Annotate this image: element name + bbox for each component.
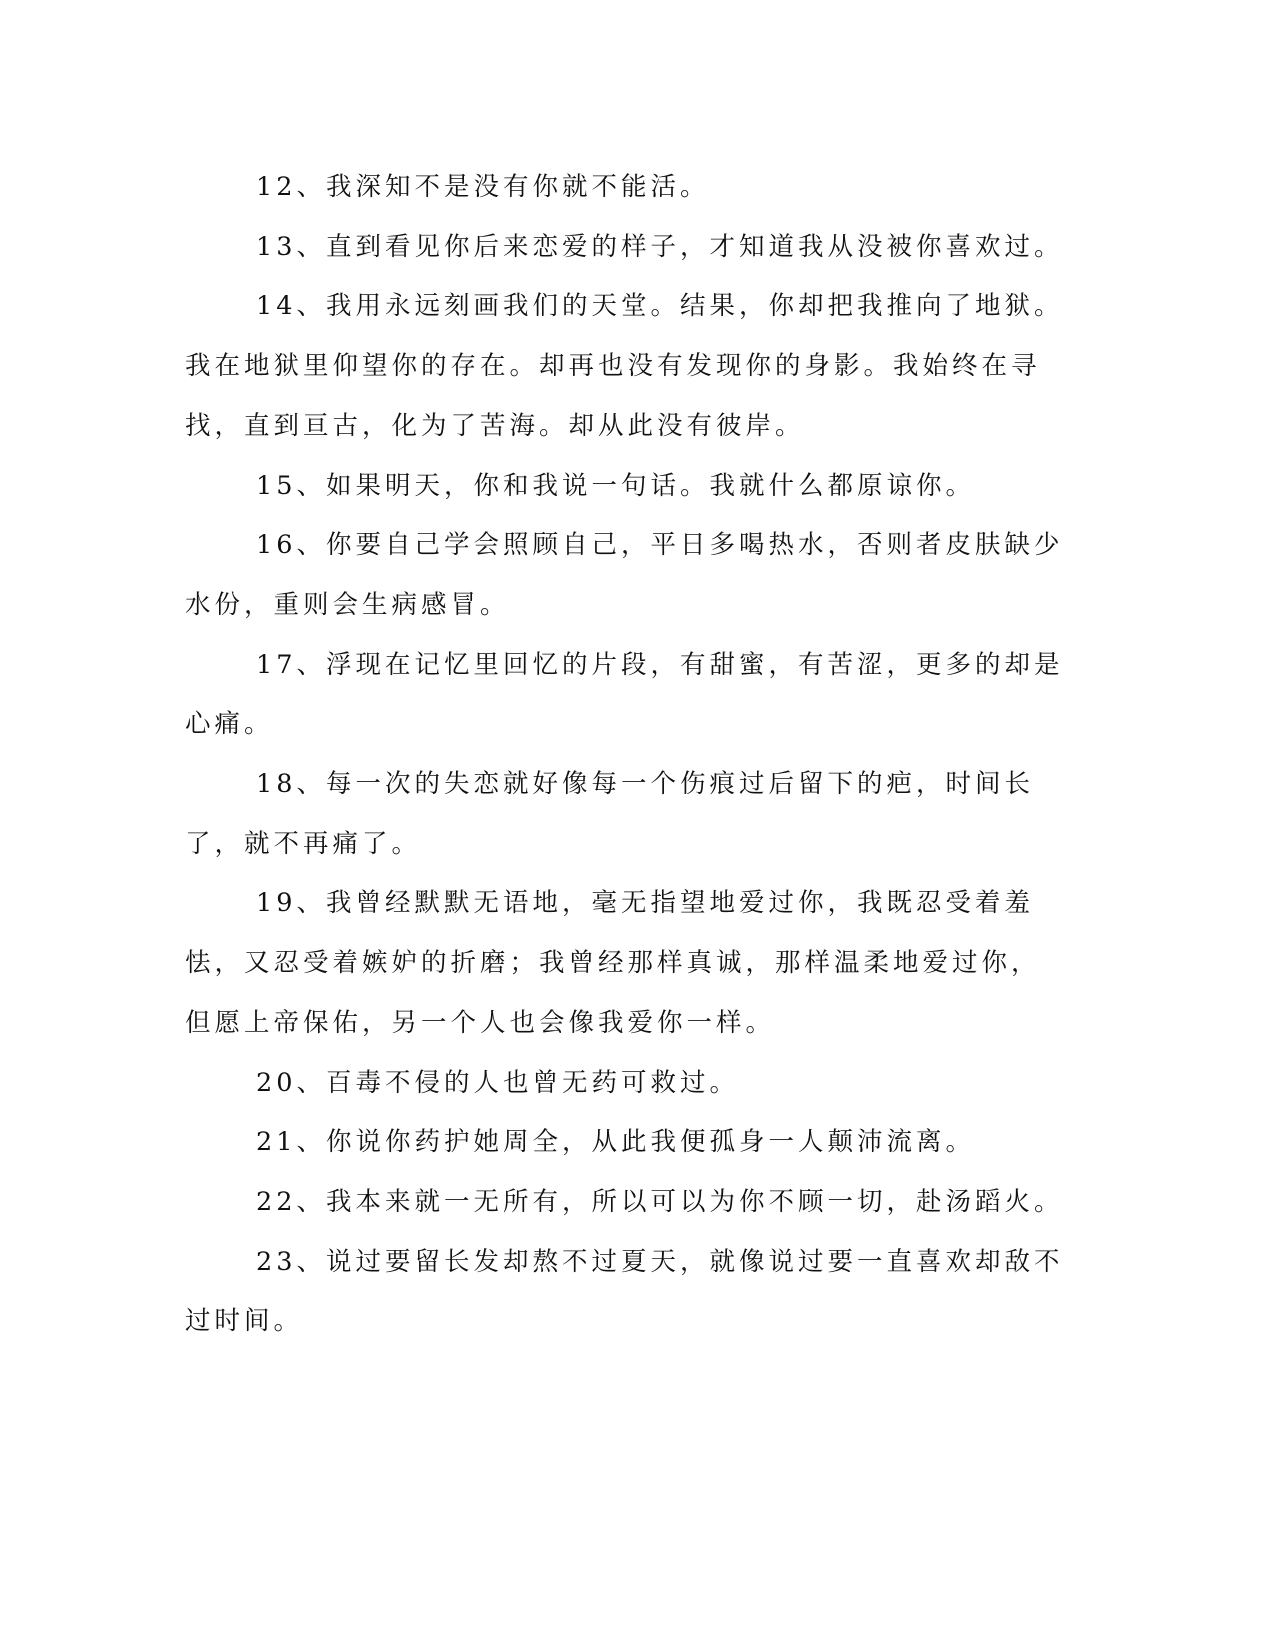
paragraph-13: 13、直到看见你后来恋爱的样子，才知道我从没被你喜欢过。 xyxy=(256,231,1064,262)
paragraph-23: 23、说过要留长发却熬不过夏天，就像说过要一直喜欢却敌不过时间。 xyxy=(185,1246,1064,1337)
paragraph-21: 21、你说你药护她周全，从此我便孤身一人颠沛流离。 xyxy=(256,1127,975,1158)
paragraph-18: 18、每一次的失恋就好像每一个伤痕过后留下的疤，时间长了，就不再痛了。 xyxy=(185,769,1034,859)
paragraph-19: 19、我曾经默默无语地，毫无指望地爱过你，我既忍受着羞怯，又忍受着嫉妒的折磨；我曾经那样真诚，那样温柔地爱过你，但愿上帝保佑，另一个人也会像我爱你一样。 xyxy=(185,888,1041,1038)
document-body xyxy=(185,158,1065,1352)
paragraph-12: 12、我深知不是没有你就不能活。 xyxy=(256,172,710,202)
paragraph-15: 15、如果明天，你和我说一句话。我就什么都原谅你。 xyxy=(256,470,975,501)
paragraph-22: 22、我本来就一无所有，所以可以为你不顾一切，赴汤蹈火。 xyxy=(256,1186,1064,1217)
paragraph-20: 20、百毒不侵的人也曾无药可救过。 xyxy=(256,1067,739,1098)
paragraph-17: 17、浮现在记忆里回忆的片段，有甜蜜，有苦涩，更多的却是心痛。 xyxy=(185,649,1064,740)
paragraph-14: 14、我用永远刻画我们的天堂。结果，你却把我推向了地狱。我在地狱里仰望你的存在。却再也没有发现你的身影。我始终在寻找，直到亘古，化为了苦海。却从此没有彼岸。 xyxy=(185,291,1064,441)
paragraph-16: 16、你要自己学会照顾自己，平日多喝热水，否则者皮肤缺少水份，重则会生病感冒。 xyxy=(185,530,1064,620)
